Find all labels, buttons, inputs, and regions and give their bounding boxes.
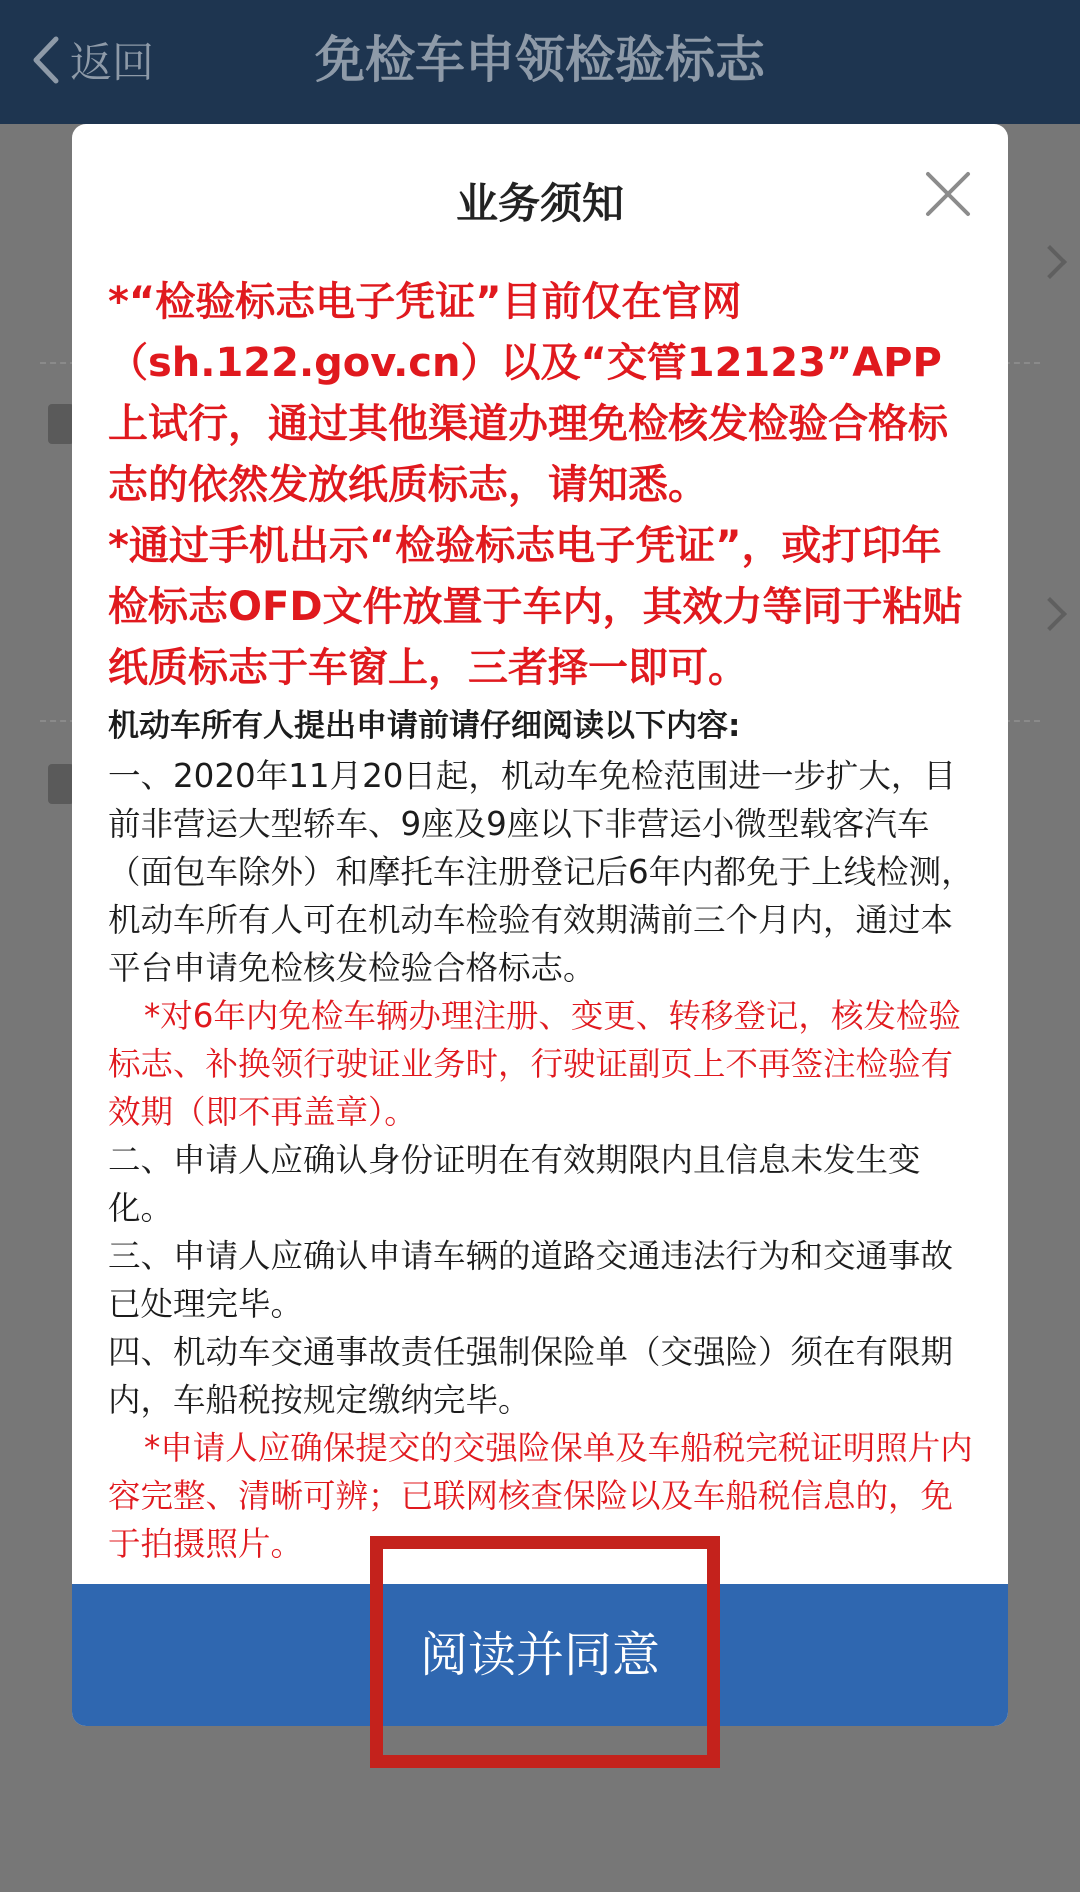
background-chevron-icon xyxy=(1033,597,1067,631)
background-chevron-icon xyxy=(1033,245,1067,279)
content-note: *对6年内免检车辆办理注册、变更、转移登记，核发检验标志、补换领行驶证业务时，行驶证副页上不再签注检验有效期（即不再盖章）。 xyxy=(108,997,961,1131)
app-bar xyxy=(0,0,1080,124)
notice-paragraph: *通过手机出示“检验标志电子凭证”，或打印年检标志OFD文件放置于车内，其效力等同于粘贴纸质标志于车窗上，三者择一即可。 xyxy=(108,523,963,691)
content-item: 一、2020年11月20日起，机动车免检范围进一步扩大，目前非营运大型轿车、9座及9座以下非营运小微型载客汽车（面包车除外）和摩托车注册登记后6年内都免于上线检测，机动车所有人可在机动车检验有效期满前三个月内，通过本平台申请免检核发检验合格标志。 xyxy=(108,757,974,987)
content-note: *申请人应确保提交的交强险保单及车船税完税证明照片内容完整、清晰可辨；已联网核查保险以及车船税信息的，免于拍摄照片。 xyxy=(108,1429,973,1563)
page-title: 免检车申领检验标志 xyxy=(315,31,765,89)
background-label-fragment xyxy=(48,764,74,804)
notice-modal xyxy=(72,124,1008,1726)
content-item: 二、申请人应确认身份证明在有效期限内且信息未发生变化。 xyxy=(108,1141,921,1227)
back-label: 返回 xyxy=(70,38,155,87)
red-notice xyxy=(108,272,976,699)
modal-title: 业务须知 xyxy=(455,179,624,228)
close-button[interactable] xyxy=(920,166,976,222)
background-label-fragment xyxy=(48,404,74,444)
notice-content xyxy=(108,702,976,1568)
content-item: 四、机动车交通事故责任强制保险单（交强险）须在有限期内，车船税按规定缴纳完毕。 xyxy=(108,1333,954,1419)
notice-paragraph: *“检验标志电子凭证”目前仅在官网（sh.122.gov.cn）以及“交管12123”APP上试行，通过其他渠道办理免检核发检验合格标志的依然发放纸质标志，请知悉。 xyxy=(108,279,948,508)
read-and-agree-button[interactable]: 阅读并同意 xyxy=(72,1584,1008,1726)
close-icon xyxy=(920,166,976,222)
content-item: 三、申请人应确认申请车辆的道路交通违法行为和交通事故已处理完毕。 xyxy=(108,1237,954,1323)
content-heading: 机动车所有人提出申请前请仔细阅读以下内容: xyxy=(108,708,741,744)
